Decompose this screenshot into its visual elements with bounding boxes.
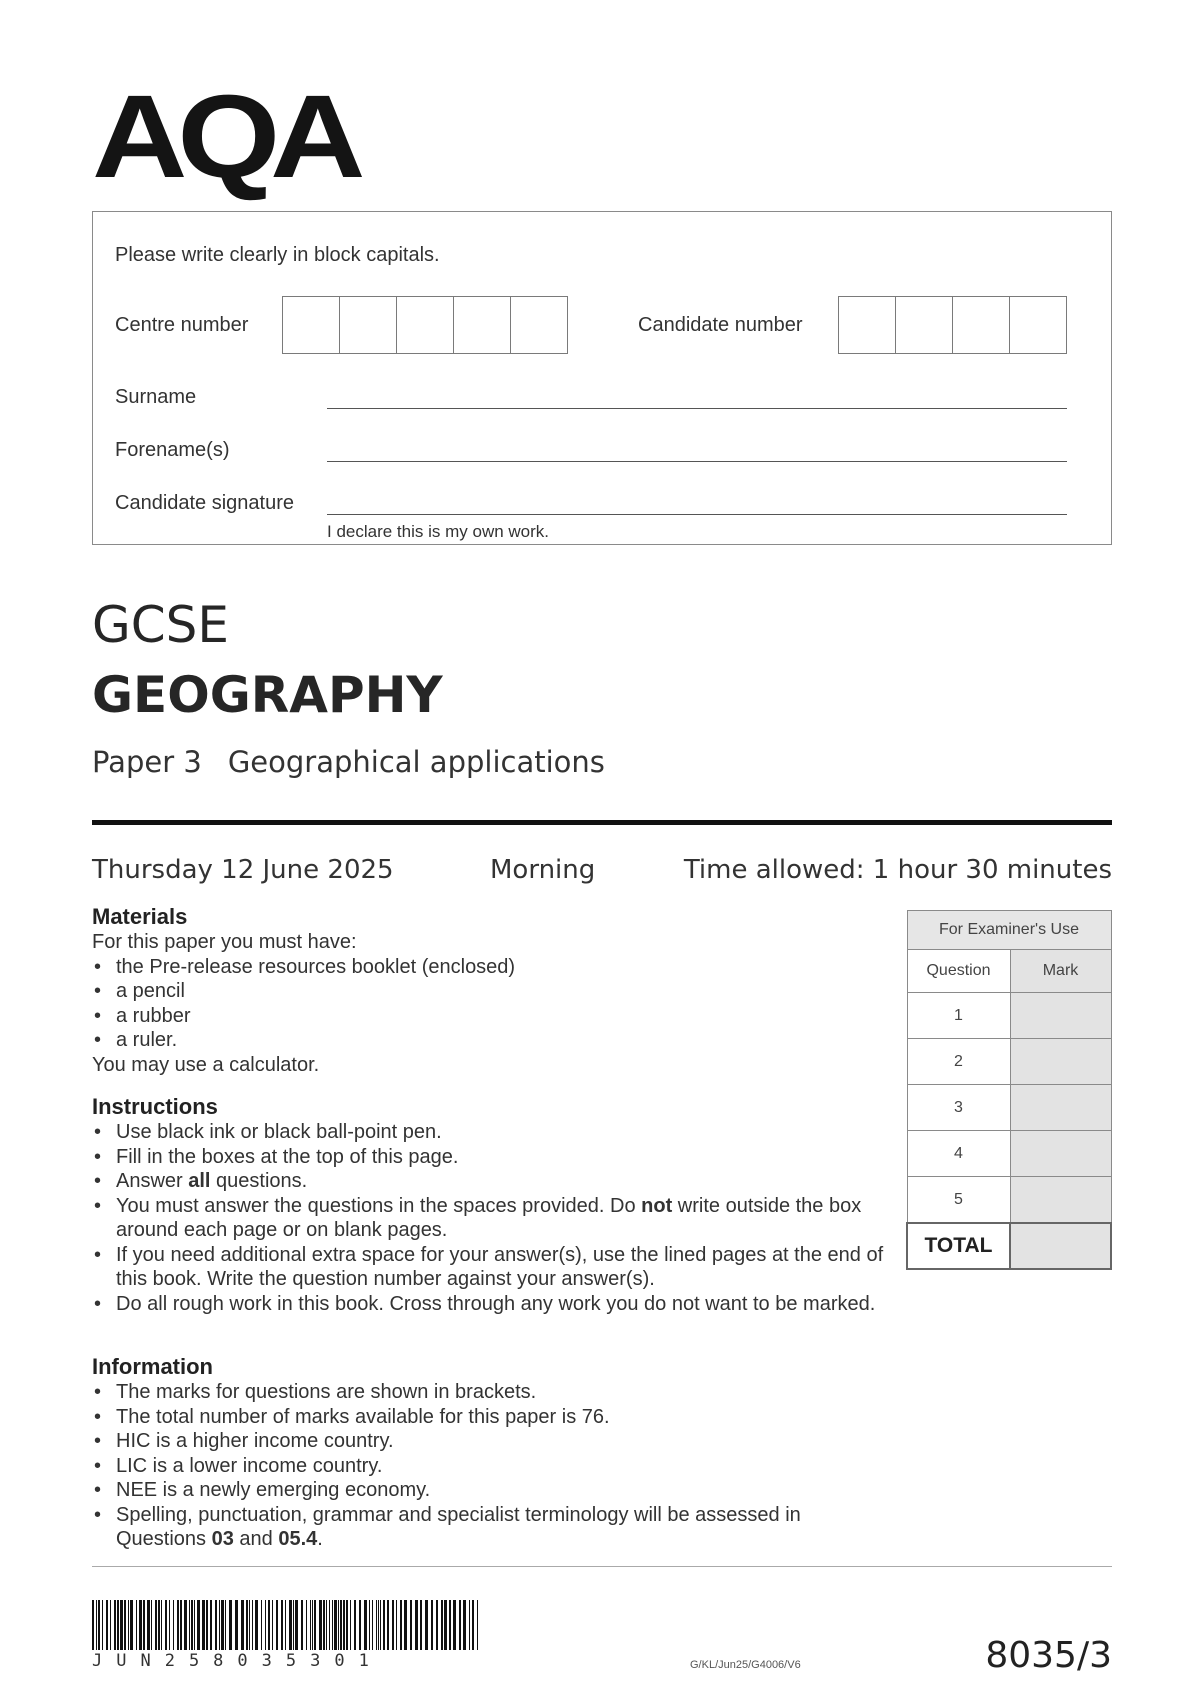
barcode-bar [255, 1600, 258, 1650]
candidate-number-label: Candidate number [638, 314, 803, 336]
barcode-bar [334, 1600, 337, 1650]
barcode-bar [396, 1600, 397, 1650]
barcode-bar [285, 1600, 286, 1650]
barcode-bar [369, 1600, 370, 1650]
barcode-bar [177, 1600, 179, 1650]
barcode-bar [376, 1600, 377, 1650]
materials-list [92, 955, 872, 1053]
exam-session: Morning [490, 855, 596, 885]
barcode-bar [463, 1600, 466, 1650]
information-heading: Information [92, 1354, 213, 1379]
question-number: 3 [907, 1085, 1010, 1131]
barcode-bar [306, 1600, 307, 1650]
barcode-bar [173, 1600, 174, 1650]
barcode-bar [272, 1600, 273, 1650]
barcode-bar [265, 1600, 266, 1650]
list-item: • You must answer the questions in the spaces provided. Do not write outside the box around each page or on blank pages. [92, 1194, 892, 1243]
question-number: 2 [907, 1039, 1010, 1085]
barcode-bar [472, 1600, 474, 1650]
barcode-bar [106, 1600, 108, 1650]
mark-cell[interactable] [1010, 1039, 1111, 1085]
barcode-bar [289, 1600, 292, 1650]
barcode-bar [444, 1600, 447, 1650]
list-item: • Fill in the boxes at the top of this page. [92, 1145, 892, 1170]
barcode-bar [147, 1600, 150, 1650]
title-divider [92, 820, 1112, 825]
declaration-text: I declare this is my own work. [327, 522, 550, 541]
barcode-bar [295, 1600, 298, 1650]
paper-code: 8035/3 [985, 1635, 1112, 1676]
barcode-bar [415, 1600, 418, 1650]
examiner-table-heading: For Examiner's Use [907, 911, 1111, 950]
barcode-bar [268, 1600, 270, 1650]
centre-number-digit-box[interactable] [511, 297, 567, 353]
paper-number: Paper 3 [92, 745, 202, 779]
barcode-bar [420, 1600, 422, 1650]
barcode-bar [102, 1600, 103, 1650]
barcode-bar [197, 1600, 200, 1650]
barcode-bar [359, 1600, 361, 1650]
forenames-write-line[interactable] [327, 461, 1067, 462]
barcode-bar [110, 1600, 111, 1650]
barcode-bar [310, 1600, 311, 1650]
barcode-bar [120, 1600, 123, 1650]
barcode-bar [158, 1600, 160, 1650]
barcode-bar [340, 1600, 342, 1650]
exam-date: Thursday 12 June 2025 [92, 855, 394, 885]
list-item: • If you need additional extra space for your answer(s), use the lined pages at the end of this book. Write the question number against your answer(s). [92, 1243, 892, 1292]
barcode-bar [261, 1600, 262, 1650]
barcode-bar [449, 1600, 451, 1650]
candidate-details-box [92, 211, 1112, 545]
barcode-bar [378, 1600, 379, 1650]
barcode-bar [139, 1600, 142, 1650]
barcode-bar [143, 1600, 145, 1650]
barcode-bar [332, 1600, 333, 1650]
barcode-bar [350, 1600, 351, 1650]
paper-line [92, 745, 605, 779]
mark-cell[interactable] [1010, 1131, 1111, 1177]
mark-cell[interactable] [1010, 1085, 1111, 1131]
list-item: • a ruler. [92, 1028, 872, 1053]
block-capitals-instruction: Please write clearly in block capitals. [115, 244, 440, 266]
barcode-bar [319, 1600, 322, 1650]
barcode-bar [117, 1600, 119, 1650]
barcode-bar [301, 1600, 303, 1650]
barcode-bar [343, 1600, 345, 1650]
mark-column-header: Mark [1010, 950, 1111, 993]
list-item: • Use black ink or black ball-point pen. [92, 1120, 892, 1145]
barcode-bar [180, 1600, 182, 1650]
barcode-bar [383, 1600, 385, 1650]
centre-number-boxes[interactable] [282, 296, 568, 354]
barcode-bar [194, 1600, 195, 1650]
mark-cell[interactable] [1010, 1177, 1111, 1224]
barcode-bar [124, 1600, 126, 1650]
list-item: • Do all rough work in this book. Cross through any work you do not want to be marked. [92, 1292, 892, 1317]
barcode-bar [410, 1600, 412, 1650]
barcode-bar [210, 1600, 212, 1650]
barcode-bar [114, 1600, 116, 1650]
barcode-bar [380, 1600, 381, 1650]
mark-cell[interactable] [1010, 993, 1111, 1039]
barcode-bar [392, 1600, 394, 1650]
surname-write-line[interactable] [327, 408, 1067, 409]
candidate-number-digit-box[interactable] [839, 297, 896, 353]
barcode-bar [155, 1600, 157, 1650]
barcode-bar [453, 1600, 456, 1650]
list-item: • NEE is a newly emerging economy. [92, 1478, 892, 1503]
question-number: 5 [907, 1177, 1010, 1224]
barcode-bar [96, 1600, 97, 1650]
barcode-bar [364, 1600, 367, 1650]
barcode-bar [436, 1600, 438, 1650]
centre-number-digit-box[interactable] [454, 297, 511, 353]
barcode-bar [312, 1600, 313, 1650]
barcode [92, 1600, 478, 1650]
barcode-bar [338, 1600, 339, 1650]
candidate-number-digit-box[interactable] [953, 297, 1010, 353]
barcode-bar [184, 1600, 187, 1650]
barcode-bar [225, 1600, 226, 1650]
question-number: 1 [907, 993, 1010, 1039]
signature-label: Candidate signature [115, 492, 295, 514]
barcode-bar [189, 1600, 190, 1650]
footer-divider [92, 1566, 1112, 1567]
barcode-bar [229, 1600, 232, 1650]
paper-title: Geographical applications [227, 745, 605, 779]
barcode-bar [206, 1600, 208, 1650]
subject-title: GEOGRAPHY [92, 666, 443, 724]
list-item: • the Pre-release resources booklet (enclosed) [92, 955, 872, 980]
materials-note: You may use a calculator. [92, 1053, 320, 1076]
barcode-bar [431, 1600, 433, 1650]
barcode-bar [191, 1600, 193, 1650]
barcode-bar [202, 1600, 205, 1650]
barcode-bar [281, 1600, 283, 1650]
barcode-bar [326, 1600, 327, 1650]
barcode-bar [387, 1600, 389, 1650]
list-item: • Spelling, punctuation, grammar and specialist terminology will be assessed in Questions 03 and 05.4. [92, 1503, 892, 1552]
candidate-number-boxes[interactable] [838, 296, 1067, 354]
question-number: 4 [907, 1131, 1010, 1177]
information-section [92, 1380, 892, 1552]
barcode-bar [329, 1600, 330, 1650]
barcode-bar [136, 1600, 137, 1650]
candidate-number-digit-box[interactable] [896, 297, 953, 353]
instructions-section [92, 1120, 892, 1316]
barcode-bar [98, 1600, 100, 1650]
barcode-bar [400, 1600, 402, 1650]
barcode-bar [151, 1600, 152, 1650]
total-mark-cell[interactable] [1010, 1223, 1111, 1269]
information-list [92, 1380, 892, 1552]
barcode-bar [235, 1600, 238, 1650]
barcode-bar [477, 1600, 478, 1650]
barcode-bar [165, 1600, 167, 1650]
barcode-bar [441, 1600, 443, 1650]
candidate-number-digit-box[interactable] [1010, 297, 1066, 353]
barcode-bar [130, 1600, 133, 1650]
barcode-bar [161, 1600, 162, 1650]
barcode-bar [221, 1600, 224, 1650]
barcode-bar [354, 1600, 356, 1650]
barcode-bar [323, 1600, 325, 1650]
centre-number-digit-box[interactable] [340, 297, 397, 353]
qualification-title: GCSE [92, 596, 229, 654]
examiner-use-table [906, 910, 1112, 1270]
barcode-bar [246, 1600, 248, 1650]
list-item: • LIC is a lower income country. [92, 1454, 892, 1479]
materials-intro: For this paper you must have: [92, 931, 357, 953]
barcode-bar [314, 1600, 316, 1650]
barcode-number: JUN258035301 [92, 1651, 383, 1671]
list-item: • The marks for questions are shown in brackets. [92, 1380, 892, 1405]
barcode-bar [169, 1600, 170, 1650]
time-allowed: Time allowed: 1 hour 30 minutes [683, 855, 1112, 885]
barcode-bar [128, 1600, 129, 1650]
barcode-bar [215, 1600, 217, 1650]
materials-section [92, 930, 872, 1077]
barcode-bar [293, 1600, 294, 1650]
centre-number-label: Centre number [115, 314, 249, 336]
barcode-bar [252, 1600, 253, 1650]
barcode-bar [404, 1600, 407, 1650]
question-column-header: Question [907, 950, 1010, 993]
barcode-bar [249, 1600, 250, 1650]
list-item: • The total number of marks available for this paper is 76. [92, 1405, 892, 1430]
barcode-bar [425, 1600, 428, 1650]
barcode-bar [241, 1600, 244, 1650]
list-item: • Answer all questions. [92, 1169, 892, 1194]
materials-heading: Materials [92, 904, 188, 929]
barcode-bar [372, 1600, 373, 1650]
barcode-bar [219, 1600, 220, 1650]
list-item: • a rubber [92, 1004, 872, 1029]
barcode-bar [276, 1600, 278, 1650]
surname-label: Surname [115, 386, 197, 408]
barcode-bar [346, 1600, 348, 1650]
centre-number-digit-box[interactable] [397, 297, 454, 353]
barcode-bar [469, 1600, 470, 1650]
aqa-logo: AQA [92, 71, 356, 203]
reference-code: G/KL/Jun25/G4006/V6 [690, 1659, 801, 1671]
total-label: TOTAL [907, 1223, 1010, 1269]
centre-number-digit-box[interactable] [283, 297, 340, 353]
instructions-heading: Instructions [92, 1094, 218, 1119]
list-item: • a pencil [92, 979, 872, 1004]
barcode-bar [92, 1600, 94, 1650]
barcode-bar [459, 1600, 461, 1650]
forenames-label: Forename(s) [115, 439, 230, 461]
signature-write-line[interactable] [327, 514, 1067, 515]
instructions-list [92, 1120, 892, 1316]
list-item: • HIC is a higher income country. [92, 1429, 892, 1454]
